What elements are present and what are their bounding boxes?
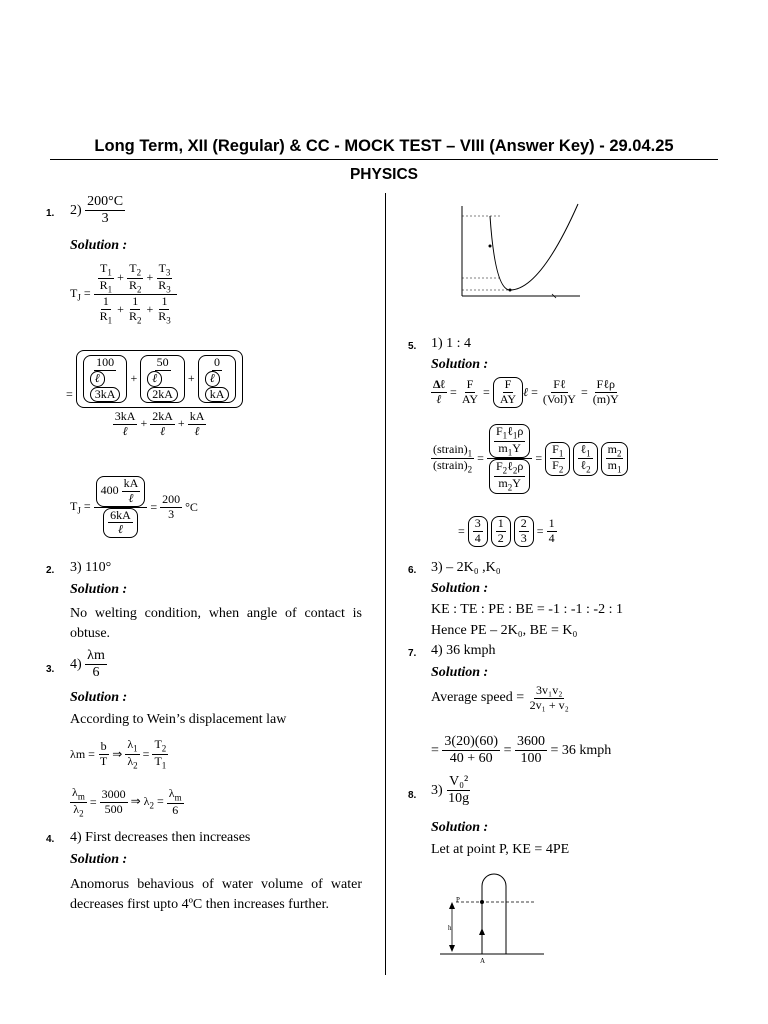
q3-formula-2: $\frac{\lambda_m}{\lambda_2}$ = $\frac{3000}{500}$ ⇒ $\lambda_2$ = $\frac{\lambda_m}{6}$: [72, 785, 182, 819]
question-number: 6.: [408, 565, 417, 576]
q7-calculation: = $\frac{3(20)(60)}{40 + 60}$ = $\frac{3600}{100}$ = 36 kmph: [431, 734, 612, 767]
vertical-circle-figure: [440, 862, 550, 964]
q6-solution-line-1: KE : TE : PE : BE = -1 : -1 : -2 : 1: [431, 602, 623, 617]
q5-formula-ratio: $\frac{(strain)_1}{(strain)_2}$ = $\frac{\frac{F_1\ell_1\rho}{m_1Y}}{\frac{F_2\ell_2\rho}{m_2Y}}$ = $\frac{F_1}{F_2}$ $\frac{\ell_1}{\ell_2}$ $\frac{m_2}{m_1}$: [431, 424, 628, 494]
q5-solution-label: Solution :: [431, 357, 489, 372]
q1-solution-label: Solution :: [70, 238, 128, 253]
q1-substitution: = 100 ℓ 3kA + 50 ℓ 2kA + 0 ℓ kA $\frac{3kA}{\text{ℓ}}$ + $\frac{2kA}{\text{ℓ}}$ + $\frac{kA}{\text{ℓ}}$: [66, 350, 243, 439]
question-number: 1.: [46, 208, 55, 219]
q1-formula-junction-temp: $T_J$ = $\frac{T_1}{R_1}$ + $\frac{T_2}{R_2}$ + $\frac{T_3}{R_3}$ $\frac{1}{R_1}$ + $\frac{1}{R_2}$ + $\frac{1}{R_3}$: [70, 262, 177, 326]
question-number: 5.: [408, 341, 417, 352]
figure-label-h: h: [448, 924, 452, 932]
q7-solution-label: Solution :: [431, 665, 489, 680]
figure-label-P: P: [456, 896, 460, 904]
figure-label-A: A: [480, 957, 486, 964]
subject-title: PHYSICS: [349, 166, 419, 183]
temperature-graph-figure: [440, 198, 590, 318]
q1-option: 2): [70, 202, 82, 218]
q7-average-speed-formula: Average speed = $\frac{\text{3v₁v₂}}{\text{2v₁ + v₂}}$: [431, 683, 569, 712]
q1-answer-numerator: 200°C: [85, 194, 125, 211]
q2-answer: 3) 110°: [70, 560, 112, 575]
q6-solution-line-2: Hence PE – 2K₀, BE = K₀: [431, 623, 578, 638]
question-number: 4.: [46, 834, 55, 845]
q2-solution-text: No welting condition, when angle of contact is obtuse.: [70, 606, 362, 641]
q6-answer: 3) – 2K₀ ,K₀: [431, 560, 501, 575]
q6-solution-label: Solution :: [431, 581, 489, 596]
q8-solution-label: Solution :: [431, 820, 489, 835]
q1-answer-denominator: 3: [101, 211, 109, 227]
question-number: 8.: [408, 790, 417, 801]
question-number: 3.: [46, 664, 55, 675]
header-divider: [50, 159, 718, 160]
q4-solution-label: Solution :: [70, 852, 128, 867]
q4-solution-text: Anomorus behavious of water volume of water decreases first upto 4ºC then increases further.: [70, 877, 362, 912]
q5-answer: 1) 1 : 4: [431, 336, 472, 351]
q1-final-result: $T_J$ = 400 $\frac{kA}{\text{ℓ}}$ $\frac{6kA}{\text{ℓ}}$ = $\frac{200}{3}$ °C: [70, 476, 198, 537]
q5-result: = $\frac{3}{4}$ $\frac{1}{2}$ $\frac{2}{3}$ = $\frac{1}{4}$: [458, 516, 555, 545]
q3-answer: 4) $\frac{\lambda m}{6}$: [70, 648, 105, 681]
q4-answer: 4) First decreases then increases: [70, 830, 251, 845]
q3-formula-1: λm = $\frac{b}{T}$ ⇒ $\frac{\lambda_1}{\lambda_2}$ = $\frac{T_2}{T_1}$: [70, 737, 167, 771]
q1-answer: [70, 194, 125, 227]
q8-solution-text: Let at point P, KE = 4PE: [431, 842, 570, 857]
question-number: 2.: [46, 565, 55, 576]
q8-answer: 3) $\frac{\text{V₀²}}{10g}$: [431, 774, 470, 807]
page-header-title: Long Term, XII (Regular) & CC - MOCK TEST – VIII (Answer Key) - 29.04.25: [94, 137, 674, 155]
q7-answer: 4) 36 kmph: [431, 643, 496, 658]
q3-solution-label: Solution :: [70, 690, 128, 705]
q2-solution-label: Solution :: [70, 582, 128, 597]
q5-formula-strain: $\frac{\text{Δℓ}}{\text{ℓ}}$ = $\frac{F}{AY}$ = $\frac{F}{AY}$ ℓ = $\frac{\text{Fℓ}}{\text{(Vol)Y}}$ = $\frac{\text{Fℓρ}}{(m)Y}$: [433, 377, 619, 406]
q3-solution-text: According to Wein’s displacement law: [70, 712, 287, 727]
column-divider: [385, 193, 386, 975]
question-number: 7.: [408, 648, 417, 659]
q1-answer-fraction: [85, 194, 125, 227]
